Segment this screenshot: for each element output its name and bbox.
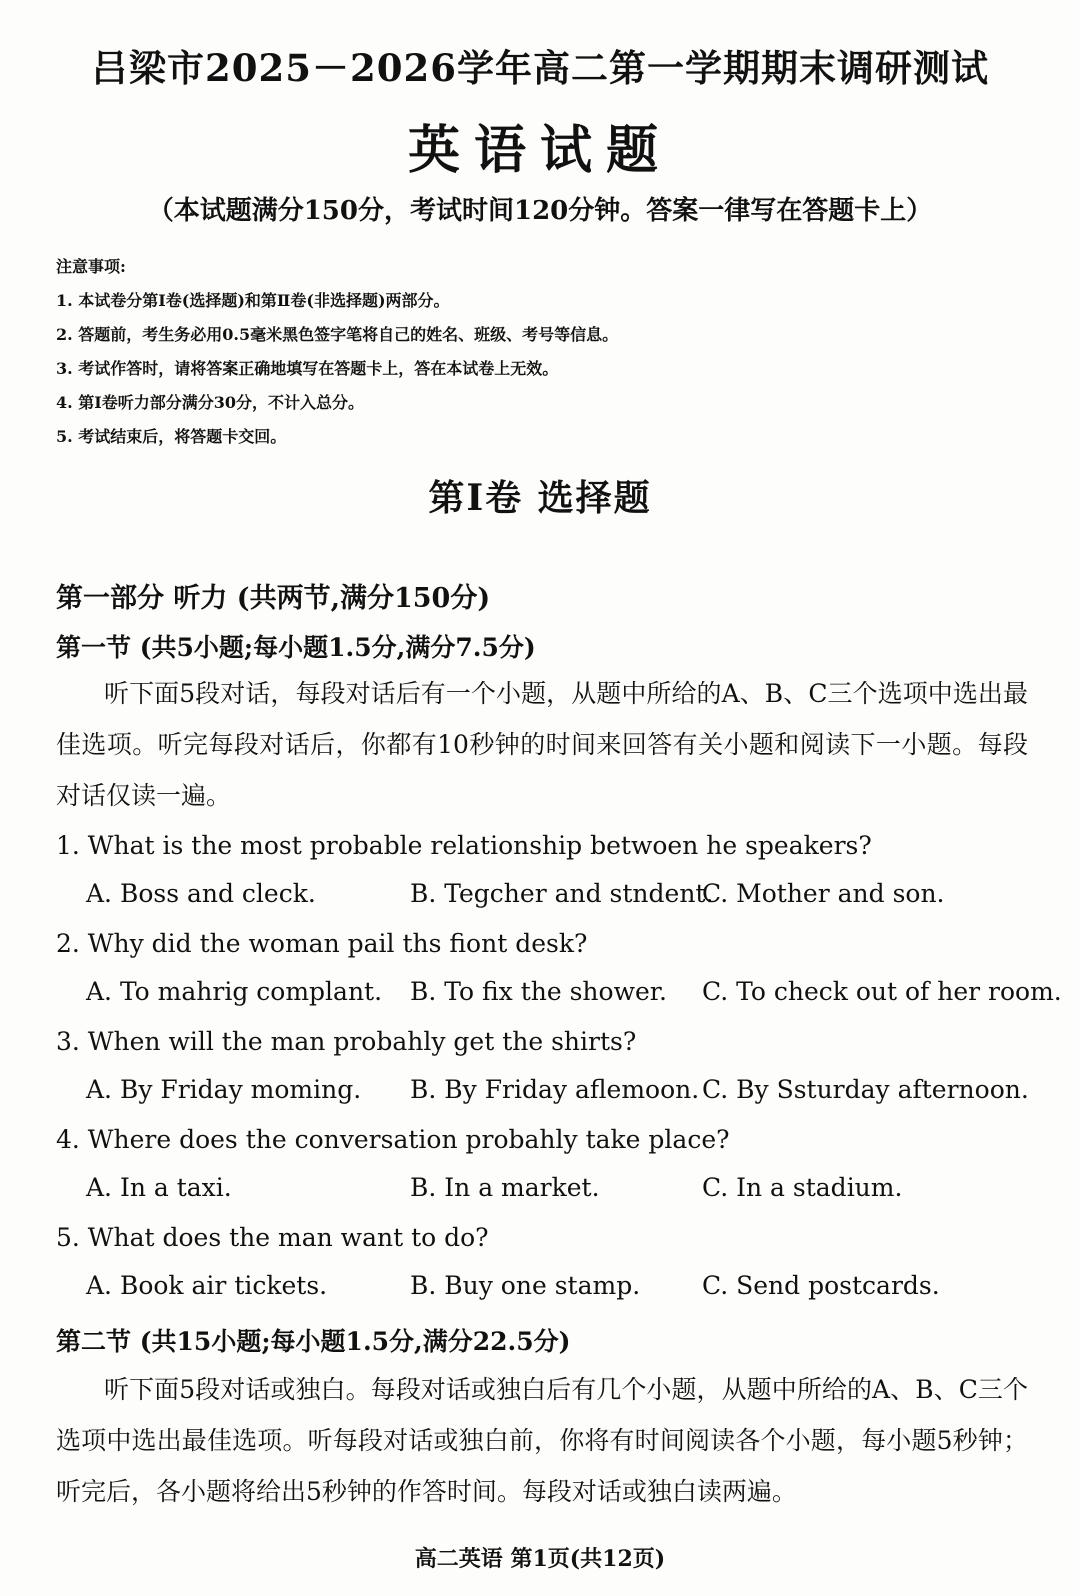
section-two-instructions: 听下面5段对话或独白。每段对话或独白后有几个小题，从题中所给的A、B、C三个选项中选出最佳选项。听每段对话或独白前，你将有时间阅读各个小题，每小题5秒钟；听完后，各小题将给出5秒钟的作答时间。每段对话或独白读两遍。 [56, 1375, 1028, 1506]
question-stem: 5. What does the man want to do? [56, 1223, 489, 1252]
option-a: A. Boss and cleck. [86, 879, 316, 908]
section-one-title: 第一节 (共5小题;每小题1.5分,满分7.5分) [56, 633, 536, 662]
question-stem: 1. What is the most probable relationship betwoen he speakers? [56, 831, 872, 860]
question-1 [56, 826, 1036, 924]
notes-block [56, 256, 756, 460]
option-a: A. By Friday moming. [86, 1075, 362, 1104]
option-c: C. To check out of her room. [702, 977, 1062, 1006]
option-c: C. By Ssturday afternoon. [702, 1075, 1029, 1104]
option-a: A. In a taxi. [86, 1173, 232, 1202]
question-2 [56, 924, 1062, 1022]
question-3 [56, 1022, 1036, 1120]
notes-item: 2. 答题前，考生务必用0.5毫米黑色签字笔将自己的姓名、班级、考号等信息。 [56, 325, 619, 344]
option-b: B. By Friday aflemoon. [410, 1075, 700, 1104]
option-c: C. Mother and son. [702, 879, 945, 908]
notes-list [56, 290, 756, 460]
question-stem: 2. Why did the woman pail ths fiont desk? [56, 929, 588, 958]
page-footer: 高二英语 第1页(共12页) [414, 1546, 666, 1572]
exam-title: 吕梁市2025－2026学年高二第一学期期末调研测试 [91, 46, 989, 90]
question-5 [56, 1218, 1036, 1316]
question-stem: 4. Where does the conversation probahly take place? [56, 1125, 730, 1154]
option-b: B. In a market. [410, 1173, 600, 1202]
exam-note: （本试题满分150分，考试时间120分钟。答案一律写在答题卡上） [147, 196, 933, 226]
notes-item: 1. 本试卷分第Ⅰ卷(选择题)和第Ⅱ卷(非选择题)两部分。 [56, 291, 450, 310]
question-list [56, 826, 1062, 1316]
option-b: B. Tegcher and stndent. [410, 879, 714, 908]
option-c: C. In a stadium. [702, 1173, 903, 1202]
option-b: B. To fix the shower. [410, 977, 667, 1006]
option-a: A. Book air tickets. [86, 1271, 328, 1300]
option-c: C. Send postcards. [702, 1271, 940, 1300]
notes-item: 5. 考试结束后，将答题卡交回。 [56, 427, 287, 446]
part-one-title: 第一部分 听力 (共两节,满分150分) [56, 583, 491, 614]
notes-item: 3. 考试作答时，请将答案正确地填写在答题卡上，答在本试卷上无效。 [56, 359, 559, 378]
volume-title: 第Ⅰ卷 选择题 [428, 477, 652, 519]
notes-item: 4. 第Ⅰ卷听力部分满分30分，不计入总分。 [56, 393, 365, 412]
option-b: B. Buy one stamp. [410, 1271, 641, 1300]
option-a: A. To mahrig complant. [86, 977, 383, 1006]
section-two-title: 第二节 (共15小题;每小题1.5分,满分22.5分) [56, 1327, 571, 1356]
section-one-instructions: 听下面5段对话，每段对话后有一个小题，从题中所给的A、B、C三个选项中选出最佳选项。听完每段对话后，你都有10秒钟的时间来回答有关小题和阅读下一小题。每段对话仅读一遍。 [56, 679, 1028, 810]
question-4 [56, 1120, 1036, 1218]
question-stem: 3. When will the man probahly get the shirts? [56, 1027, 637, 1056]
notes-heading: 注意事项: [56, 257, 126, 276]
subject-title: 英语试题 [407, 120, 672, 181]
